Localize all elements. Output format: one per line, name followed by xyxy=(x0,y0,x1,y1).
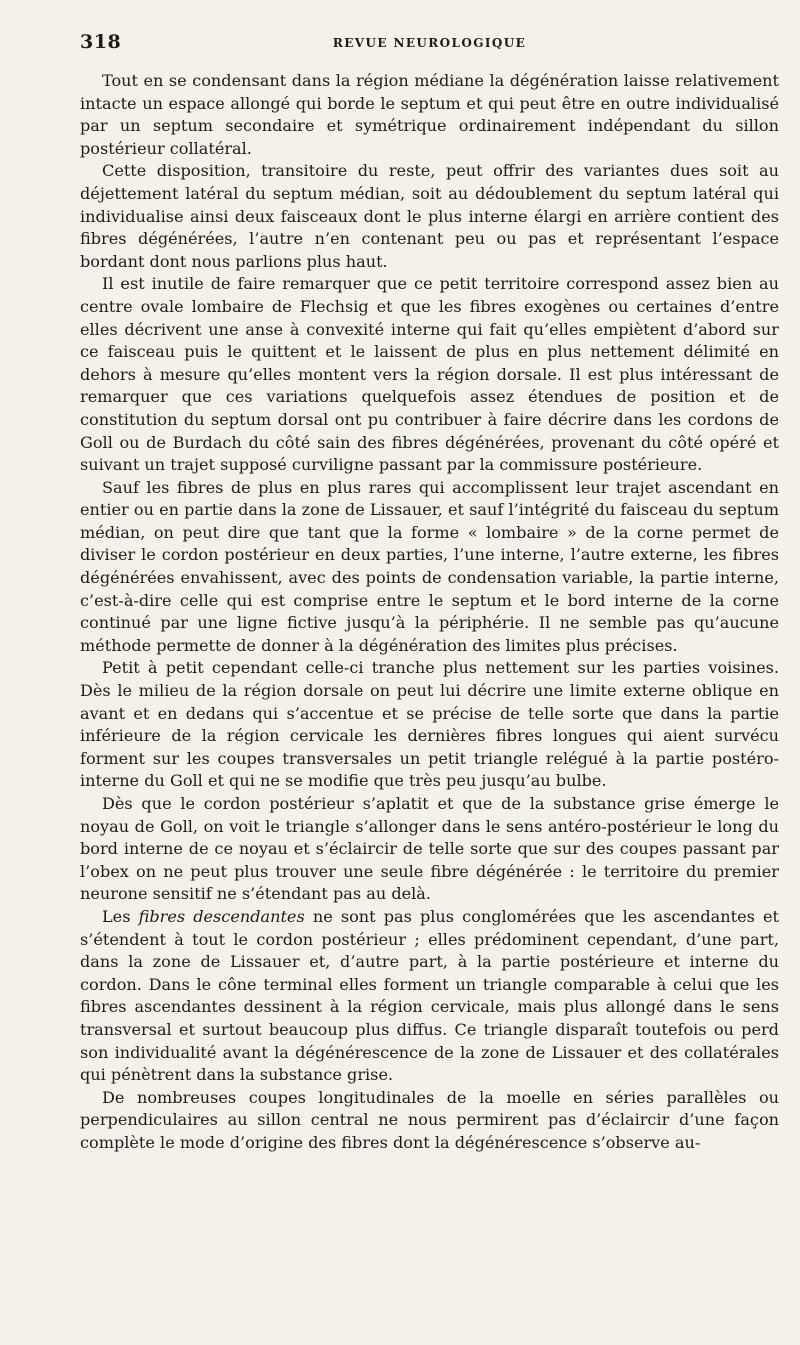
journal-title: REVUE NEUROLOGIQUE xyxy=(332,36,527,50)
running-head xyxy=(80,31,779,69)
paragraph-goll: Dès que le cordon postérieur s’aplatit et que de la substance grise émerge le noyau de Goll, on voit le triangle s’allonger dans le sens antéro-postérieur le long du bord interne de ce noyau et s’éclaircir de telle sorte que sur des coupes passant par l’obex on ne peut plus trouver une seule fibre dégénérée : le territoire du premier neurone sensitif ne s’étendant pas au delà. xyxy=(80,794,779,904)
paragraph-coupes: De nombreuses coupes longitudinales de la moelle en séries parallèles ou perpendiculaires au sillon central ne nous permirent pas d’éclaircir d’une façon complète le mode d’origine des fibres dont la dégénérescence s’observe au- xyxy=(80,1087,779,1152)
paragraph-condensation: Tout en se condensant dans la région médiane la dégénération laisse relativement intacte un espace allongé qui borde le septum et qui peut être en outre individualisé par un septum secondaire et symétrique ordinairement indépendant du sillon postérieur collatéral. xyxy=(80,71,779,158)
page-number: 318 xyxy=(80,31,122,53)
paragraph-disposition: Cette disposition, transitoire du reste, peut offrir des variantes dues soit au déjettement latéral du septum médian, soit au dédoublement du septum latéral qui individualise ainsi deux faisceaux dont le plus interne élargi en arrière contient des fibres dégénérées, l’autre n’en contenant peu ou pas et représentant l’espace bordant dont nous parlions plus haut. xyxy=(80,161,779,271)
body-text xyxy=(80,70,779,1155)
paragraph-lissauer: Sauf les fibres de plus en plus rares qui accomplissent leur trajet ascendant en entier ou en partie dans la zone de Lissauer, et sauf l’intégrité du faisceau du septum médian, on peut dire que tant que la forme « lombaire » de la corne permet de diviser le cordon postérieur en deux parties, l’une interne, l’autre externe, les fibres dégénérées envahissent, avec des points de condensation variable, la partie interne, c’est-à-dire celle qui est comprise entre le septum et le bord interne de la corne continué par une ligne fictive jusqu’à la périphérie. Il ne semble pas qu’aucune méthode permette de donner à la dégénération des limites plus précises. xyxy=(80,477,779,655)
paragraph-triangle: Petit à petit cependant celle-ci tranche plus nettement sur les parties voisines. Dès le milieu de la région dorsale on peut lui décrire une limite externe oblique en avant et en dedans qui s’accentue et se précise de telle sorte que dans la partie inférieure de la région cervicale les dernières fibres longues qui aient survécu forment sur les coupes transversales un petit triangle relégué à la partie postéro-interne du Goll et qui ne se modifie que très peu jusqu’au bulbe. xyxy=(80,658,779,791)
emphasis-fibres-descendantes: fibres descendantes xyxy=(138,906,305,926)
paragraph-descendantes: Les fibres descendantes ne sont pas plus conglomérées que les ascendantes et s’étendent à tout le cordon postérieur ; elles prédominent cependant, d’une part, dans la zone de Lissauer et, d’autre part, à la partie postérieure et interne du cordon. Dans le cône terminal elles forment un triangle comparable à celui que les fibres ascendantes dessinent à la région cervicale, mais plus allongé dans le sens transversal et surtout beaucoup plus diffus. Ce triangle disparaît toutefois ou perd son individualité avant la dégénérescence de la zone de Lissauer et des collatérales qui pénètrent dans la substance grise. xyxy=(80,906,779,1085)
paragraph-flechsig: Il est inutile de faire remarquer que ce petit territoire correspond assez bien au centre ovale lombaire de Flechsig et que les fibres exogènes ou certaines d’entre elles décrivent une anse à convexité interne qui fait qu’elles empiètent d’abord sur ce faisceau puis le quittent et le laissent de plus en plus nettement délimité en dehors à mesure qu’elles montent vers la région dorsale. Il est plus intéressant de remarquer que ces variations quelquefois assez étendues de position et de constitution du septum dorsal ont pu contribuer à faire décrire dans les cordons de Goll ou de Burdach du côté sain des fibres dégénérées, provenant du côté opéré et suivant un trajet supposé curviligne passant par la commissure postérieure. xyxy=(80,274,779,475)
